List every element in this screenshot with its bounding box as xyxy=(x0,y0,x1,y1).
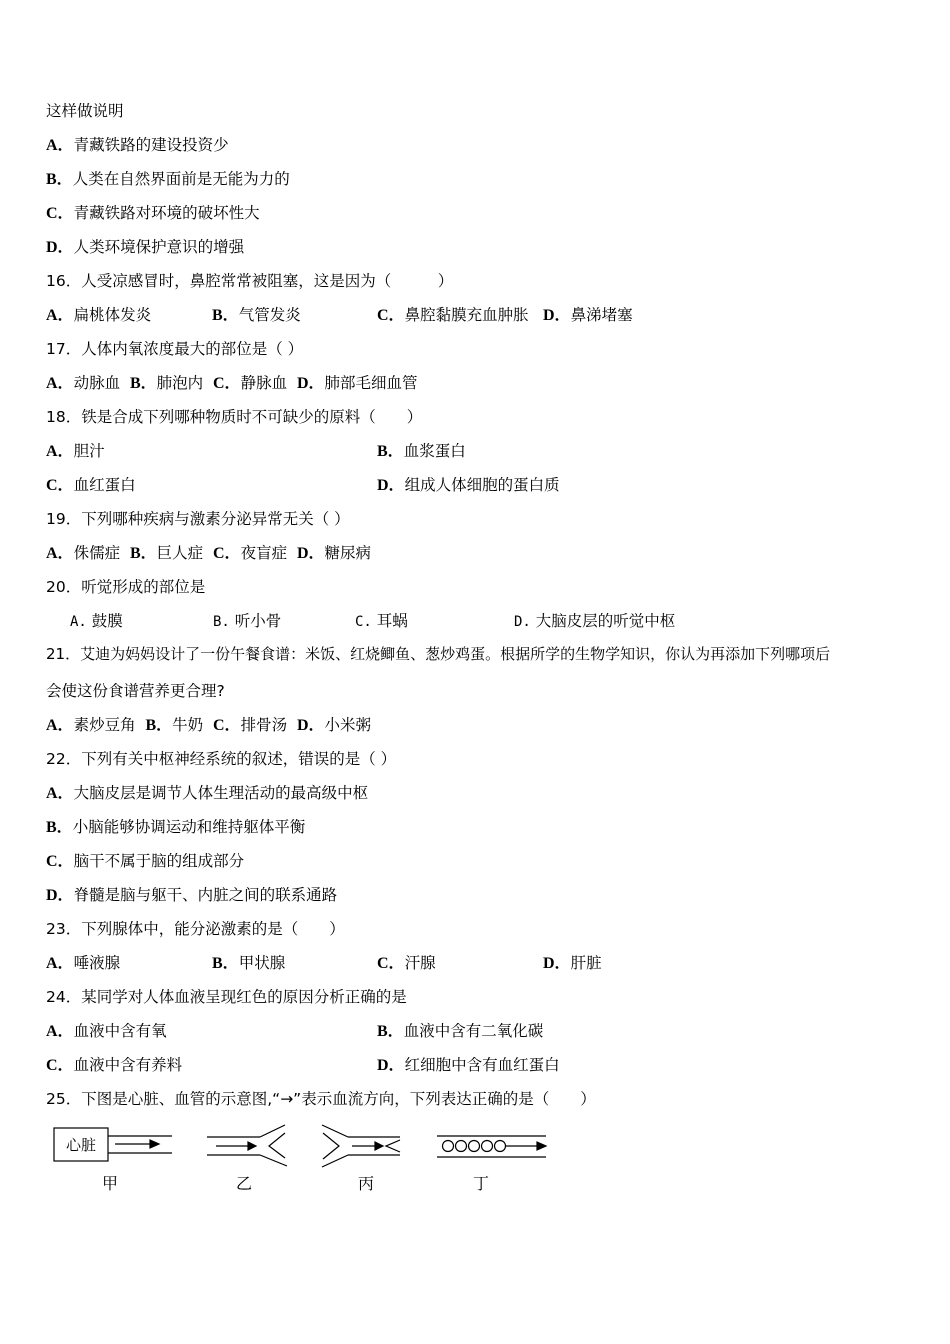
q22-option-c: C．脑干不属于脑的组成部分 xyxy=(46,852,245,870)
q15-option-b: B．人类在自然界面前是无能为力的 xyxy=(46,170,290,188)
label-bing: 丙 xyxy=(357,1174,375,1193)
q18-option-c: C．血红蛋白 xyxy=(46,476,136,494)
label-yi: 乙 xyxy=(235,1174,253,1193)
diagram-ding xyxy=(437,1136,546,1157)
heart-label: 心脏 xyxy=(65,1136,97,1154)
diagram-jia xyxy=(54,1128,172,1161)
q15-option-c: C．青藏铁路对环境的破坏性大 xyxy=(46,204,260,222)
q20-option-c: C. 耳蜗 xyxy=(355,612,408,630)
q22-option-d: D．脊髓是脑与躯干、内脏之间的联系通路 xyxy=(46,886,338,904)
q19-stem: 19．下列哪种疾病与激素分泌异常无关（ ） xyxy=(46,510,350,528)
q16-stem: 16．人受凉感冒时，鼻腔常常被阻塞，这是因为（ ） xyxy=(46,272,454,290)
q25-stem: 25．下图是心脏、血管的示意图,“→”表示血流方向，下列表达正确的是（ ） xyxy=(46,1090,596,1108)
q18-option-d: D．组成人体细胞的蛋白质 xyxy=(377,476,560,494)
q23-option-d: D．肝脏 xyxy=(543,954,602,972)
q24-option-d: D．红细胞中含有血红蛋白 xyxy=(377,1056,560,1074)
q16-option-a: A．扁桃体发炎 xyxy=(46,306,152,324)
q19-options: A．侏儒症 B．巨人症 C．夜盲症 D．糖尿病 xyxy=(46,544,372,562)
q23-stem: 23．下列腺体中，能分泌激素的是（ ） xyxy=(46,920,345,938)
label-jia: 甲 xyxy=(101,1174,119,1193)
q23-option-c: C．汗腺 xyxy=(377,954,436,972)
diagram-yi xyxy=(207,1125,287,1166)
q21-stem: 21．艾迪为妈妈设计了一份午餐食谱：米饭、红烧鲫鱼、葱炒鸡蛋。根据所学的生物学知识，你认为再添加下列哪项后 xyxy=(46,645,831,663)
q24-option-b: B．血液中含有二氧化碳 xyxy=(377,1022,544,1040)
arrow-icon xyxy=(150,1140,159,1148)
q21-options: A．素炒豆角 B．牛奶 C．排骨汤 D．小米粥 xyxy=(46,716,372,734)
diagram-bing xyxy=(322,1125,400,1167)
q20-option-a: A. 鼓膜 xyxy=(70,612,123,630)
q21-stem-continued: 会使这份食谱营养更合理? xyxy=(46,682,225,700)
q17-options: A．动脉血 B．肺泡内 C．静脉血 D．肺部毛细血管 xyxy=(46,374,418,392)
q22-stem: 22．下列有关中枢神经系统的叙述，错误的是（ ） xyxy=(46,750,397,768)
q20-option-b: B. 听小骨 xyxy=(213,612,282,630)
q23-option-a: A．唾液腺 xyxy=(46,954,121,972)
q20-option-d: D. 大脑皮层的听觉中枢 xyxy=(514,612,676,630)
q18-stem: 18．铁是合成下列哪种物质时不可缺少的原料（ ） xyxy=(46,408,423,426)
q16-option-d: D．鼻涕堵塞 xyxy=(543,306,633,324)
q23-option-b: B．甲状腺 xyxy=(212,954,286,972)
arrow-icon xyxy=(375,1142,383,1150)
q18-option-b: B．血浆蛋白 xyxy=(377,442,466,460)
q16-option-b: B．气管发炎 xyxy=(212,306,301,324)
q16-option-c: C．鼻腔黏膜充血肿胀 xyxy=(377,306,529,324)
arrow-icon xyxy=(537,1142,546,1150)
q20-stem: 20．听觉形成的部位是 xyxy=(46,578,206,596)
q24-stem: 24．某同学对人体血液呈现红色的原因分析正确的是 xyxy=(46,988,407,1006)
label-ding: 丁 xyxy=(472,1174,490,1193)
q15-option-a: A．青藏铁路的建设投资少 xyxy=(46,136,229,154)
q24-option-c: C．血液中含有养料 xyxy=(46,1056,183,1074)
q15-option-d: D．人类环境保护意识的增强 xyxy=(46,238,245,256)
blood-vessel-diagram xyxy=(0,1115,600,1200)
q17-stem: 17．人体内氧浓度最大的部位是（ ） xyxy=(46,340,304,358)
q18-option-a: A．胆汁 xyxy=(46,442,105,460)
q22-option-a: A．大脑皮层是调节人体生理活动的最高级中枢 xyxy=(46,784,369,802)
q24-option-a: A．血液中含有氧 xyxy=(46,1022,167,1040)
arrow-icon xyxy=(248,1142,256,1150)
intro-text: 这样做说明 xyxy=(46,102,124,120)
q22-option-b: B．小脑能够协调运动和维持躯体平衡 xyxy=(46,818,306,836)
